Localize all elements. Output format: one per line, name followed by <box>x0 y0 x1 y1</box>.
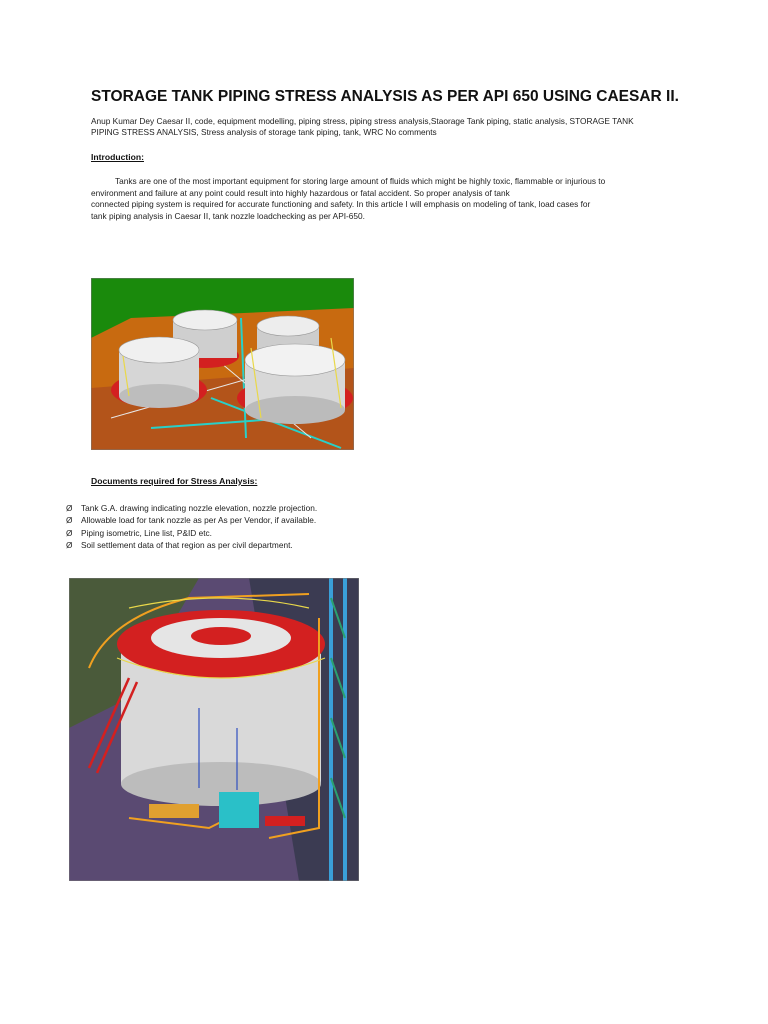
bullet-arrow-icon: Ø <box>66 527 73 538</box>
pipe-support <box>149 804 199 818</box>
list-item <box>66 539 317 551</box>
list-item-text: Piping isometric, Line list, P&ID etc. <box>81 527 212 538</box>
tank-2-roof <box>173 310 237 330</box>
bullet-arrow-icon: Ø <box>66 539 73 550</box>
pipe-support-red <box>265 816 305 826</box>
intro-line-3: connected piping system is required for accurate functioning and safety. In this article I will emphasis on modeling of tank, load cases for <box>91 199 591 210</box>
list-item-text: Tank G.A. drawing indicating nozzle elevation, nozzle projection. <box>81 503 318 513</box>
tank-1-roof <box>119 337 199 363</box>
tank-farm-figure <box>91 278 354 450</box>
documents-required-heading: Documents required for Stress Analysis: <box>91 476 258 486</box>
introduction-paragraph <box>91 176 691 223</box>
storage-tank-figure <box>69 578 359 881</box>
intro-line-1: Tanks are one of the most important equipment for storing large amount of fluids which might be highly toxic, flammable or injurious to <box>115 176 606 186</box>
list-item-text: Allowable load for tank nozzle as per As per Vendor, if available. <box>81 515 317 526</box>
documents-list <box>66 502 317 551</box>
post-meta <box>91 116 691 138</box>
roof-center-platform <box>191 627 251 645</box>
tank-3-roof <box>245 344 345 376</box>
post-meta-line-1: Anup Kumar Dey Caesar II, code, equipment modelling, piping stress, piping stress analysis,Staorage Tank piping, static analysis, STORAGE TANK <box>91 116 634 126</box>
list-item <box>66 514 317 526</box>
intro-line-4: tank piping analysis in Caesar II, tank nozzle loadchecking as per API-650. <box>91 211 365 222</box>
list-item <box>66 502 317 514</box>
bullet-arrow-icon: Ø <box>66 503 73 513</box>
bullet-arrow-icon: Ø <box>66 515 73 526</box>
tank-4-roof <box>257 316 319 336</box>
introduction-heading: Introduction: <box>91 152 144 162</box>
list-item <box>66 527 317 539</box>
nozzle-equipment <box>219 792 259 828</box>
intro-line-2: environment and failure at any point could result into highly hazardous or fatal accident. So proper analysis of tank <box>91 187 510 198</box>
list-item-text: Soil settlement data of that region as per civil department. <box>81 539 293 550</box>
tank-1-bottom <box>119 384 199 408</box>
page-title: STORAGE TANK PIPING STRESS ANALYSIS AS PER API 650 USING CAESAR II. <box>91 88 679 105</box>
post-meta-line-2: PIPING STRESS ANALYSIS, Stress analysis of storage tank piping, tank, WRC No comments <box>91 127 437 137</box>
